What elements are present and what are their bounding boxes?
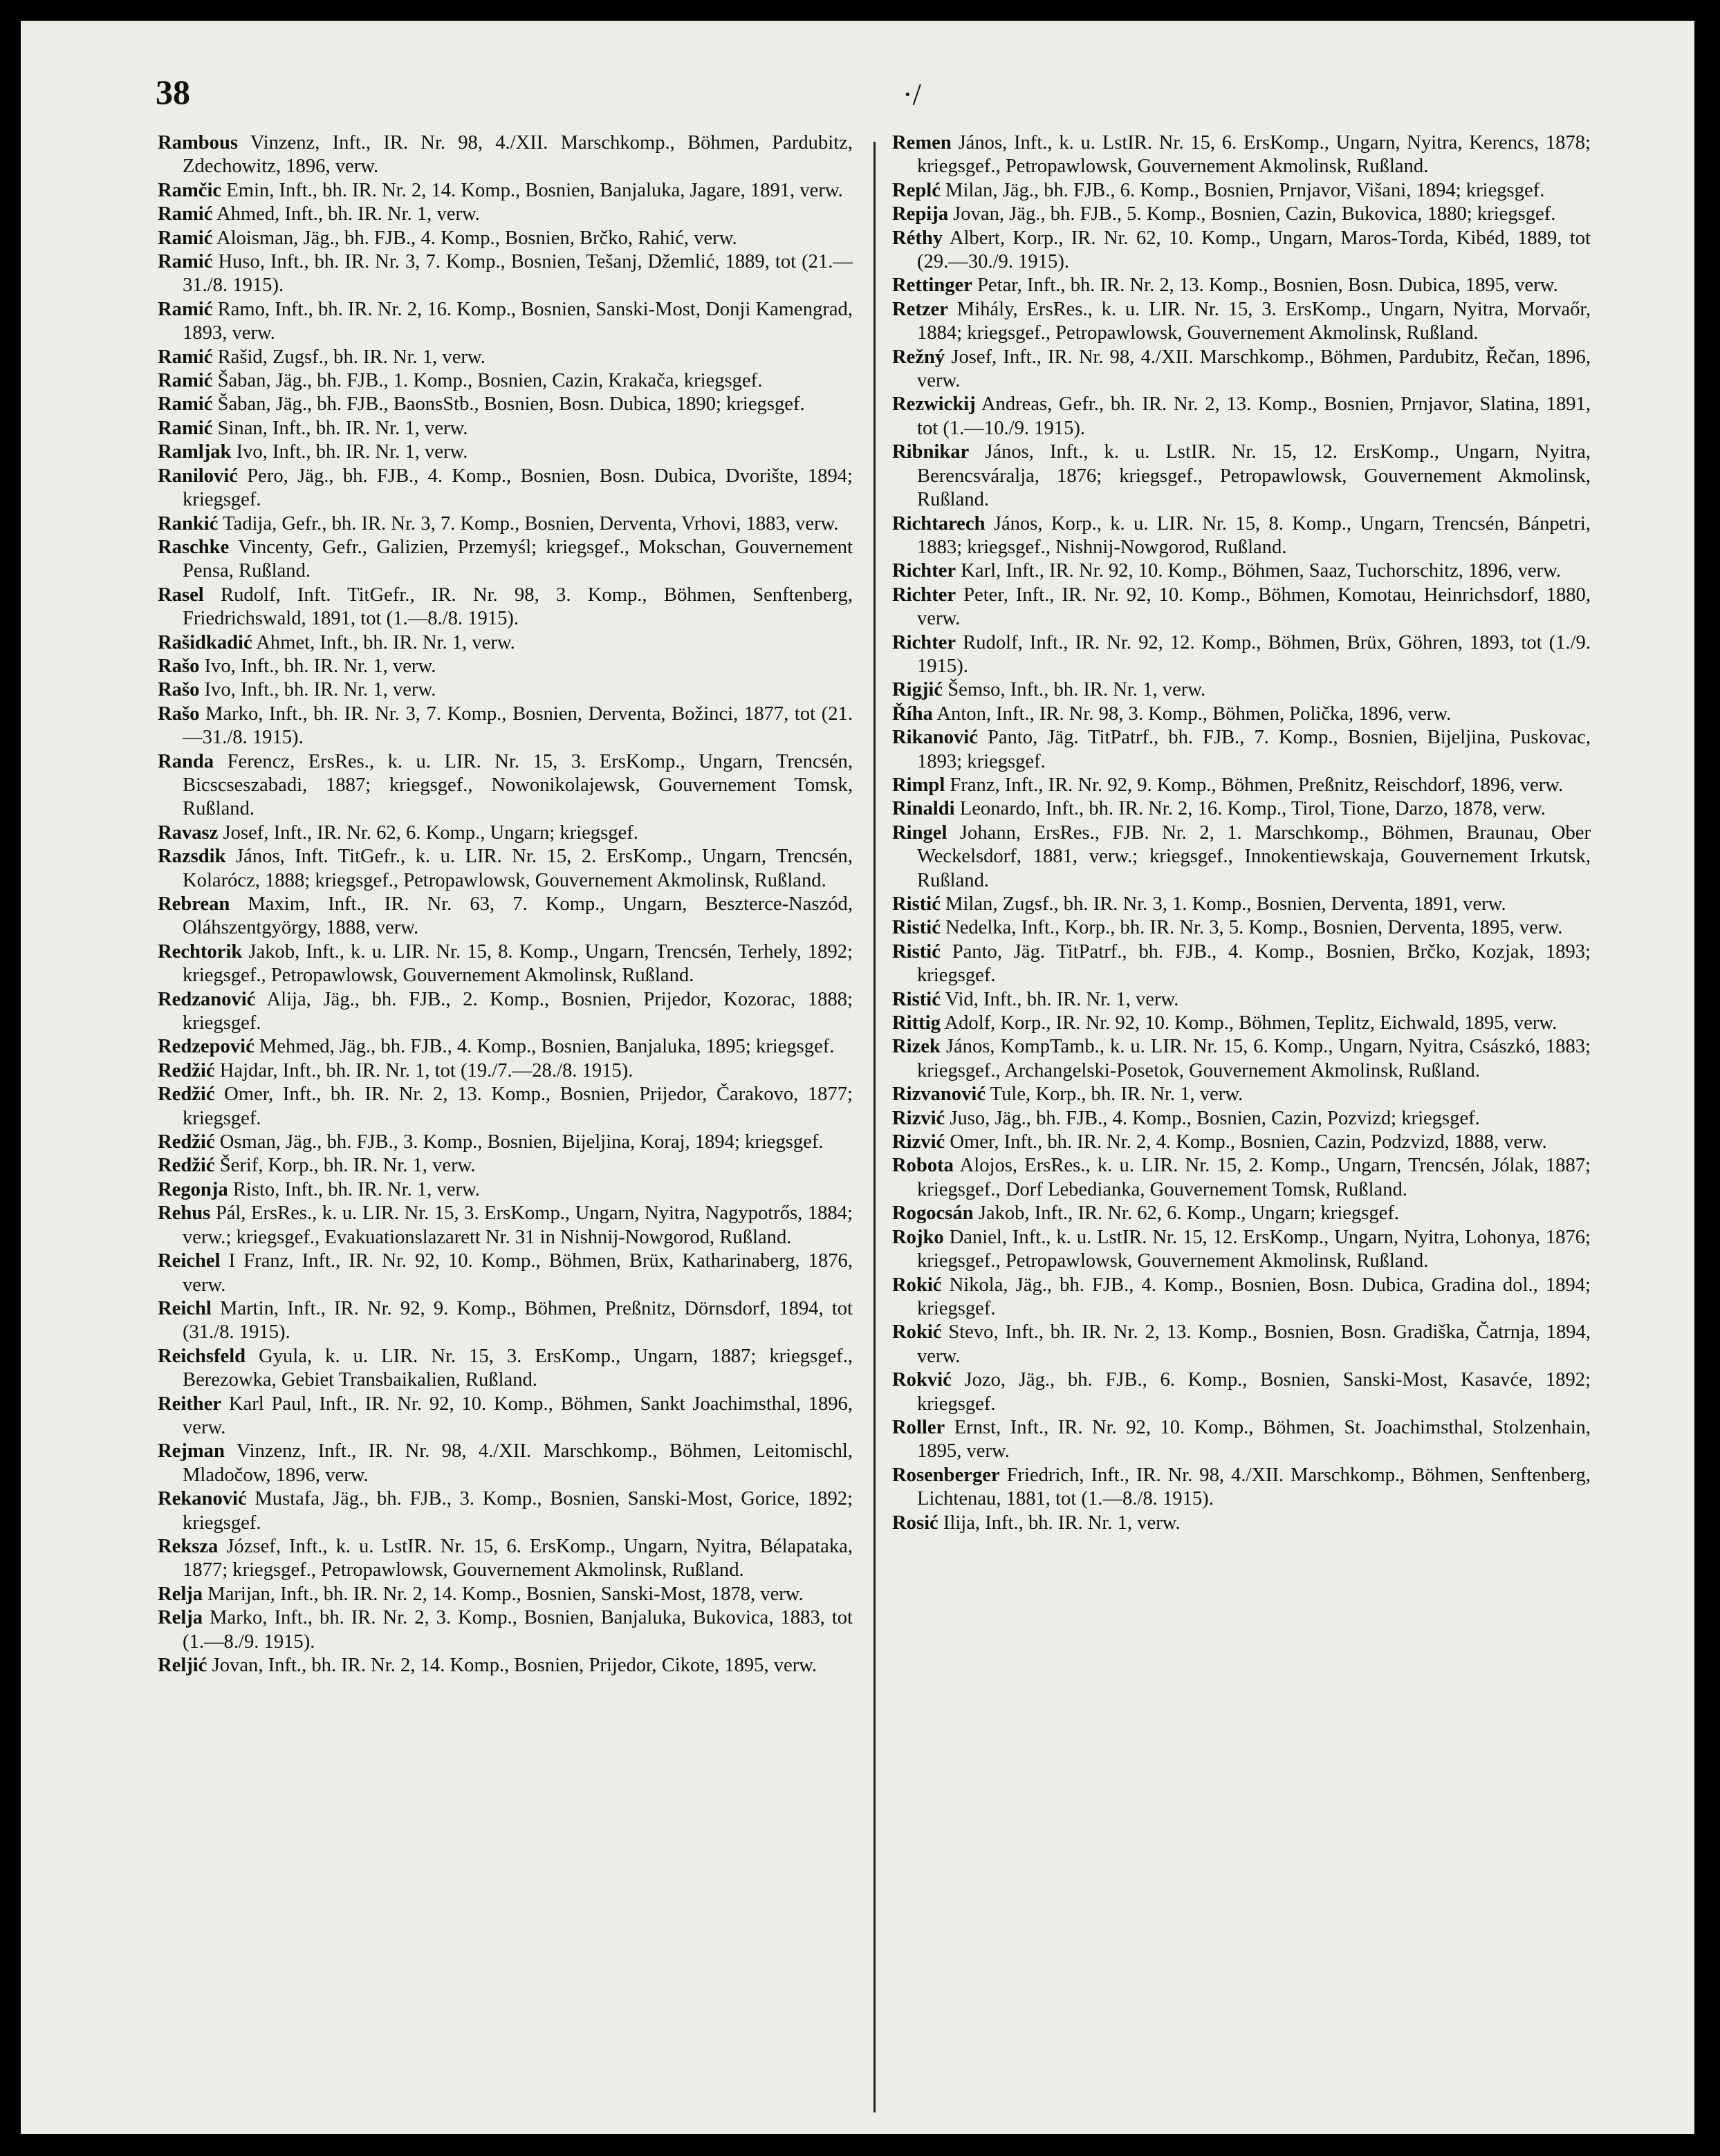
entry-details: Pál, ErsRes., k. u. LIR. Nr. 15, 3. ErsKomp., Ungarn, Nyitra, Nagypotrős, 1884; verw.; kriegsgef., Evakuationslazarett Nr. 31 in Nishnij-Nowgorod, Rußland. <box>183 1202 853 1248</box>
entry-surname: Ranilović <box>158 465 238 487</box>
entry-surname: Rettinger <box>892 275 972 297</box>
entry-surname: Ramić <box>158 393 213 416</box>
entry-details: Alojos, ErsRes., k. u. LIR. Nr. 15, 2. Komp., Ungarn, Trencsén, Jólak, 1887; kriegsgef., Dorf Lebedianka, Gouvernement Tomsk, Rußland. <box>917 1155 1591 1200</box>
entry-surname: Rechtorik <box>158 940 243 963</box>
entry-surname: Reichel <box>158 1250 221 1272</box>
entry-details: Josef, Inft., IR. Nr. 62, 6. Komp., Ungarn; kriegsgef. <box>223 821 638 844</box>
casualty-entry <box>892 703 1591 726</box>
entry-surname: Ristić <box>892 988 941 1010</box>
casualty-entry <box>892 203 1591 226</box>
casualty-entry <box>892 440 1591 512</box>
entry-details: Jovan, Jäg., bh. FJB., 5. Komp., Bosnien, Cazin, Bukovica, 1880; kriegsgef. <box>953 203 1556 225</box>
casualty-entry <box>158 655 853 678</box>
casualty-entry <box>158 703 853 750</box>
entry-details: János, KompTamb., k. u. LIR. Nr. 15, 6. Komp., Ungarn, Nyitra, Császkó, 1883; kriegsgef., Archangelski-Posetok, Gouvernement Akmolinsk, Rußland. <box>917 1036 1591 1081</box>
entry-details: Rudolf, Inft., IR. Nr. 92, 12. Komp., Böhmen, Brüx, Göhren, 1893, tot (1./9. 1915). <box>917 631 1591 677</box>
entry-details: Petar, Inft., bh. IR. Nr. 2, 13. Komp., Bosnien, Bosn. Dubica, 1895, verw. <box>977 275 1558 297</box>
entry-surname: Rejman <box>158 1440 225 1462</box>
entry-surname: Reksza <box>158 1535 219 1557</box>
entry-surname: Rizvanović <box>892 1084 986 1106</box>
entry-surname: Ristić <box>892 893 941 915</box>
entry-surname: Regonja <box>158 1178 228 1200</box>
entry-surname: Rittig <box>892 1012 941 1034</box>
entry-surname: Rosenberger <box>892 1464 1000 1486</box>
casualty-entry <box>892 1083 1591 1106</box>
entry-details: Rašid, Zugsf., bh. IR. Nr. 1, verw. <box>217 346 486 368</box>
casualty-entry <box>158 131 853 179</box>
entry-surname: Režný <box>892 346 945 368</box>
entry-surname: Ramić <box>158 227 213 249</box>
casualty-entry <box>892 1035 1591 1083</box>
entry-details: Juso, Jäg., bh. FJB., 4. Komp., Bosnien, Cazin, Pozvizd; kriegsgef. <box>950 1107 1480 1129</box>
entry-surname: Richter <box>892 631 956 653</box>
entry-details: Sinan, Inft., bh. IR. Nr. 1, verw. <box>217 417 468 439</box>
casualty-entry <box>158 1440 853 1487</box>
casualty-entry <box>892 1107 1591 1131</box>
entry-details: Šemso, Inft., bh. IR. Nr. 1, verw. <box>947 679 1206 701</box>
casualty-entry <box>158 1487 853 1535</box>
entry-surname: Rogocsán <box>892 1202 974 1225</box>
casualty-entry <box>892 227 1591 275</box>
casualty-entry <box>158 536 853 584</box>
entry-surname: Ribnikar <box>892 441 970 463</box>
entry-details: Milan, Jäg., bh. FJB., 6. Komp., Bosnien, Prnjavor, Višani, 1894; kriegsgef. <box>945 179 1545 201</box>
entry-surname: Rašo <box>158 655 200 677</box>
casualty-entry <box>892 559 1591 583</box>
entry-surname: Relja <box>158 1583 203 1605</box>
entry-details: Maxim, Inft., IR. Nr. 63, 7. Komp., Ungarn, Beszterce-Naszód, Oláhszentgyörgy, 1888, verw. <box>183 893 853 939</box>
entry-details: Stevo, Inft., bh. IR. Nr. 2, 13. Komp., Bosnien, Bosn. Gradiška, Čatrnja, 1894, verw. <box>917 1321 1591 1367</box>
casualty-entry <box>892 916 1591 940</box>
casualty-entry <box>892 726 1591 774</box>
entry-surname: Repija <box>892 203 949 225</box>
entry-details: Osman, Jäg., bh. FJB., 3. Komp., Bosnien, Bijeljina, Koraj, 1894; kriegsgef. <box>219 1131 824 1153</box>
entry-details: Alija, Jäg., bh. FJB., 2. Komp., Bosnien, Prijedor, Kozorac, 1888; kriegsgef. <box>183 988 853 1034</box>
entry-details: Pero, Jäg., bh. FJB., 4. Komp., Bosnien, Bosn. Dubica, Dvorište, 1894; kriegsgef. <box>183 465 853 511</box>
entry-details: Marko, Inft., bh. IR. Nr. 2, 3. Komp., Bosnien, Banjaluka, Bukovica, 1883, tot (1.—8./9. 1915). <box>183 1607 853 1653</box>
casualty-entry <box>158 369 853 393</box>
casualty-entry <box>158 227 853 250</box>
casualty-entry <box>158 1178 853 1202</box>
entry-surname: Rankić <box>158 512 219 535</box>
casualty-entry <box>892 346 1591 393</box>
casualty-entry <box>158 845 853 893</box>
entry-surname: Roller <box>892 1416 945 1438</box>
casualty-entry <box>158 1654 853 1678</box>
entry-details: Mihály, ErsRes., k. u. LIR. Nr. 15, 3. ErsKomp., Ungarn, Nyitra, Morvaőr, 1884; kriegsgef., Petropawlowsk, Gouvernement Akmolinsk, Rußland. <box>917 298 1591 344</box>
entry-surname: Redžić <box>158 1059 215 1081</box>
entry-surname: Richtarech <box>892 512 986 535</box>
entry-surname: Rokvić <box>892 1369 952 1391</box>
entry-surname: Relja <box>158 1607 203 1629</box>
entry-surname: Redžić <box>158 1084 215 1106</box>
entry-surname: Randa <box>158 750 214 772</box>
entry-surname: Rekanović <box>158 1488 247 1510</box>
entry-details: Jovan, Inft., bh. IR. Nr. 2, 14. Komp., Bosnien, Prijedor, Cikote, 1895, verw. <box>212 1655 817 1676</box>
entry-details: Marijan, Inft., bh. IR. Nr. 2, 14. Komp., Bosnien, Sanski-Most, 1878, verw. <box>207 1583 804 1605</box>
entry-surname: Reither <box>158 1393 222 1415</box>
casualty-entry <box>158 417 853 440</box>
casualty-entry <box>158 298 853 346</box>
entry-details: Vincenty, Gefr., Galizien, Przemyśl; kriegsgef., Mokschan, Gouvernement Pensa, Rußland. <box>183 536 853 582</box>
casualty-entry <box>892 940 1591 988</box>
entry-details: Ivo, Inft., bh. IR. Nr. 1, verw. <box>236 441 468 463</box>
entry-details: Johann, ErsRes., FJB. Nr. 2, 1. Marschkomp., Böhmen, Braunau, Ober Weckelsdorf, 1881, verw.; kriegsgef., Innokentiewskaja, Gouvernement Irkutsk, Rußland. <box>917 821 1591 891</box>
entry-surname: Rokić <box>892 1321 942 1344</box>
casualty-entry <box>158 750 853 821</box>
casualty-entry <box>892 274 1591 297</box>
casualty-entry <box>892 179 1591 203</box>
casualty-entry <box>892 1012 1591 1035</box>
entry-surname: Rosić <box>892 1512 938 1534</box>
entry-details: Josef, Inft., IR. Nr. 98, 4./XII. Marschkomp., Böhmen, Pardubitz, Řečan, 1896, verw. <box>917 346 1591 392</box>
entry-surname: Redzanović <box>158 988 256 1010</box>
entry-surname: Redžić <box>158 1131 215 1153</box>
entry-details: Ahmet, Inft., bh. IR. Nr. 1, verw. <box>256 631 515 653</box>
casualty-entry <box>158 1131 853 1154</box>
casualty-entry <box>158 1035 853 1059</box>
entry-details: Vinzenz, Inft., IR. Nr. 98, 4./XII. Marschkomp., Böhmen, Leitomischl, Mladočow, 1896, verw. <box>183 1440 853 1486</box>
casualty-entry <box>892 631 1591 679</box>
entry-details: Šerif, Korp., bh. IR. Nr. 1, verw. <box>219 1155 476 1177</box>
entry-surname: Rašidkadić <box>158 631 252 653</box>
entry-details: Mustafa, Jäg., bh. FJB., 3. Komp., Bosnien, Sanski-Most, Gorice, 1892; kriegsgef. <box>183 1488 853 1534</box>
casualty-entry <box>892 1368 1591 1416</box>
entry-details: Karl Paul, Inft., IR. Nr. 92, 10. Komp., Böhmen, Sankt Joachimsthal, 1896, verw. <box>183 1393 853 1438</box>
casualty-entry <box>892 988 1591 1012</box>
entry-surname: Ringel <box>892 821 947 844</box>
entry-surname: Razsdik <box>158 846 226 868</box>
casualty-entry <box>158 988 853 1036</box>
entry-details: Jakob, Inft., IR. Nr. 62, 6. Komp., Ungarn; kriegsgef. <box>978 1202 1400 1225</box>
entry-details: Leonardo, Inft., bh. IR. Nr. 2, 16. Komp., Tirol, Tione, Darzo, 1878, verw. <box>959 798 1546 820</box>
casualty-entry <box>158 1059 853 1083</box>
entry-surname: Ristić <box>892 917 941 939</box>
casualty-entry <box>892 393 1591 440</box>
entry-details: Vinzenz, Inft., IR. Nr. 98, 4./XII. Marschkomp., Böhmen, Pardubitz, Zdechowitz, 1896, verw. <box>183 132 853 178</box>
entry-details: Karl, Inft., IR. Nr. 92, 10. Komp., Böhmen, Saaz, Tuchorschitz, 1896, verw. <box>961 560 1562 582</box>
casualty-entry <box>158 346 853 369</box>
entry-surname: Reichsfeld <box>158 1345 246 1367</box>
entry-surname: Ristić <box>892 940 941 963</box>
casualty-entry <box>892 797 1591 821</box>
entry-details: Milan, Zugsf., bh. IR. Nr. 3, 1. Komp., Bosnien, Derventa, 1891, verw. <box>945 893 1506 915</box>
entry-surname: Rasel <box>158 584 204 606</box>
casualty-entry <box>158 393 853 416</box>
casualty-entry <box>892 1202 1591 1225</box>
entry-surname: Rašo <box>158 703 200 725</box>
entry-surname: Říha <box>892 703 933 725</box>
entry-surname: Rikanović <box>892 727 978 749</box>
entry-details: Friedrich, Inft., IR. Nr. 98, 4./XII. Marschkomp., Böhmen, Senftenberg, Lichtenau, 1881, tot (1.—8./8. 1915). <box>917 1464 1591 1510</box>
entry-details: Omer, Inft., bh. IR. Nr. 2, 13. Komp., Bosnien, Prijedor, Čarakovo, 1877; kriegsgef. <box>183 1084 853 1129</box>
entry-surname: Reichl <box>158 1297 212 1319</box>
entry-surname: Reljić <box>158 1655 207 1676</box>
casualty-entry <box>892 678 1591 702</box>
page-number: 38 <box>156 73 190 111</box>
entry-details: Risto, Inft., bh. IR. Nr. 1, verw. <box>232 1178 480 1200</box>
entry-surname: Rojko <box>892 1226 944 1248</box>
casualty-entry <box>892 1416 1591 1464</box>
entry-details: Jakob, Inft., k. u. LIR. Nr. 15, 8. Komp., Ungarn, Trencsén, Terhely, 1892; kriegsgef., Petropawlowsk, Gouvernement Akmolinsk, Rußland. <box>183 940 853 987</box>
entry-surname: Ravasz <box>158 821 219 844</box>
casualty-entry <box>158 1606 853 1654</box>
entry-surname: Replć <box>892 179 941 201</box>
casualty-entry <box>158 584 853 631</box>
casualty-entry <box>892 1512 1591 1535</box>
casualty-entry <box>158 1202 853 1249</box>
entry-details: Ilija, Inft., bh. IR. Nr. 1, verw. <box>943 1512 1181 1534</box>
entry-details: Vid, Inft., bh. IR. Nr. 1, verw. <box>945 988 1179 1010</box>
entry-details: Mehmed, Jäg., bh. FJB., 4. Komp., Bosnien, Banjaluka, 1895; kriegsgef. <box>259 1036 835 1058</box>
entry-surname: Ramčic <box>158 179 222 201</box>
casualty-entry <box>158 893 853 940</box>
casualty-entry <box>158 179 853 203</box>
entry-surname: Rigjić <box>892 679 943 701</box>
entry-details: János, Inft. TitGefr., k. u. LIR. Nr. 15, 2. ErsKomp., Ungarn, Trencsén, Kolarócz, 1888; kriegsgef., Petropawlowsk, Gouvernement Akmolinsk, Rußland. <box>183 846 853 891</box>
casualty-entry <box>892 584 1591 631</box>
casualty-entry <box>892 512 1591 560</box>
entry-details: Gyula, k. u. LIR. Nr. 15, 3. ErsKomp., Ungarn, 1887; kriegsgef., Berezowka, Gebiet Transbaikalien, Rußland. <box>183 1345 853 1391</box>
casualty-entry <box>158 203 853 226</box>
entry-surname: Ramić <box>158 203 213 225</box>
entry-surname: Redžić <box>158 1155 215 1177</box>
casualty-entry <box>158 250 853 298</box>
casualty-entry <box>158 631 853 655</box>
entry-surname: Raschke <box>158 536 230 558</box>
entry-surname: Rebrean <box>158 893 230 915</box>
entry-surname: Robota <box>892 1155 954 1177</box>
entry-surname: Rinaldi <box>892 798 955 820</box>
entry-details: Andreas, Gefr., bh. IR. Nr. 2, 13. Komp., Bosnien, Prnjavor, Slatina, 1891, tot (1.—10./9. 1915). <box>917 393 1591 439</box>
entry-details: Rudolf, Inft. TitGefr., IR. Nr. 98, 3. Komp., Böhmen, Senftenberg, Friedrichswald, 1891, tot (1.—8./8. 1915). <box>183 584 853 630</box>
entry-details: József, Inft., k. u. LstIR. Nr. 15, 6. ErsKomp., Ungarn, Nyitra, Bélapataka, 1877; kriegsgef., Petropawlowsk, Gouvernement Akmolinsk, Rußland. <box>183 1535 853 1581</box>
entry-surname: Rizvić <box>892 1131 945 1153</box>
casualty-entry <box>892 821 1591 893</box>
entry-details: Martin, Inft., IR. Nr. 92, 9. Komp., Böhmen, Preßnitz, Dörnsdorf, 1894, tot (31./8. 1915). <box>183 1297 853 1344</box>
entry-details: János, Inft., k. u. LstIR. Nr. 15, 12. ErsKomp., Ungarn, Nyitra, Berencsváralja, 1876; kriegsgef., Petropawlowsk, Gouvernement Akmolinsk, Rußland. <box>917 441 1591 511</box>
casualty-entry <box>892 774 1591 797</box>
entry-surname: Rehus <box>158 1202 211 1225</box>
entry-surname: Réthy <box>892 227 943 249</box>
entry-surname: Rambous <box>158 132 238 154</box>
entry-details: Tule, Korp., bh. IR. Nr. 1, verw. <box>990 1084 1243 1106</box>
casualty-entry <box>158 465 853 512</box>
entry-details: Šaban, Jäg., bh. FJB., BaonsStb., Bosnien, Bosn. Dubica, 1890; kriegsgef. <box>217 393 805 416</box>
entry-details: Huso, Inft., bh. IR. Nr. 3, 7. Komp., Bosnien, Tešanj, Džemlić, 1889, tot (21.—31./8. 1915). <box>183 251 853 297</box>
entry-surname: Remen <box>892 132 952 154</box>
book-page <box>21 21 1694 2134</box>
casualty-entry <box>158 1583 853 1606</box>
casualty-entry <box>158 1083 853 1131</box>
entry-surname: Rizvić <box>892 1107 945 1129</box>
entry-details: Franz, Inft., IR. Nr. 92, 9. Komp., Böhmen, Preßnitz, Reischdorf, 1896, verw. <box>950 774 1564 796</box>
casualty-entry <box>892 1131 1591 1154</box>
entry-details: I Franz, Inft., IR. Nr. 92, 10. Komp., Böhmen, Brüx, Katharinaberg, 1876, verw. <box>183 1250 853 1296</box>
header-mark: ·/ <box>903 77 921 111</box>
entry-details: Ivo, Inft., bh. IR. Nr. 1, verw. <box>204 655 436 677</box>
entry-details: Ahmed, Inft., bh. IR. Nr. 1, verw. <box>216 203 480 225</box>
casualty-entry <box>158 512 853 536</box>
entry-surname: Rimpl <box>892 774 945 796</box>
entry-surname: Redzepović <box>158 1036 255 1058</box>
entry-surname: Ramić <box>158 417 213 439</box>
casualty-entry <box>158 1535 853 1583</box>
entry-details: Peter, Inft., IR. Nr. 92, 10. Komp., Böhmen, Komotau, Heinrichsdorf, 1880, verw. <box>917 584 1591 630</box>
entry-surname: Richter <box>892 584 956 606</box>
entry-surname: Ramić <box>158 346 213 368</box>
casualty-entry <box>158 1345 853 1393</box>
casualty-entry <box>158 1393 853 1440</box>
entry-details: Ramo, Inft., bh. IR. Nr. 2, 16. Komp., Bosnien, Sanski-Most, Donji Kamengrad, 1893, verw. <box>183 298 853 344</box>
casualty-entry <box>892 1226 1591 1274</box>
entry-details: Nedelka, Inft., Korp., bh. IR. Nr. 3, 5. Komp., Bosnien, Derventa, 1895, verw. <box>945 917 1563 939</box>
casualty-entry <box>892 298 1591 346</box>
entry-details: Anton, Inft., IR. Nr. 98, 3. Komp., Böhmen, Polička, 1896, verw. <box>936 703 1452 725</box>
entry-details: Albert, Korp., IR. Nr. 62, 10. Komp., Ungarn, Maros-Torda, Kibéd, 1889, tot (29.—30./9. 1915). <box>917 227 1591 273</box>
casualty-entry <box>158 1154 853 1178</box>
entry-details: Ivo, Inft., bh. IR. Nr. 1, verw. <box>204 679 436 701</box>
casualty-entry <box>158 440 853 464</box>
casualty-entry <box>158 1297 853 1345</box>
entry-details: Tadija, Gefr., bh. IR. Nr. 3, 7. Komp., Bosnien, Derventa, Vrhovi, 1883, verw. <box>223 512 839 535</box>
entry-surname: Rokić <box>892 1274 942 1296</box>
entry-details: Hajdar, Inft., bh. IR. Nr. 1, tot (19./7.—28./8. 1915). <box>219 1059 634 1081</box>
entry-details: Panto, Jäg. TitPatrf., bh. FJB., 4. Komp., Bosnien, Brčko, Kozjak, 1893; kriegsgef. <box>917 940 1591 987</box>
entry-details: Marko, Inft., bh. IR. Nr. 3, 7. Komp., Bosnien, Derventa, Božinci, 1877, tot (21.—31./8. 1915). <box>183 703 853 749</box>
entry-surname: Richter <box>892 560 956 582</box>
entry-details: Ferencz, ErsRes., k. u. LIR. Nr. 15, 3. ErsKomp., Ungarn, Trencsén, Bicscseszabadi, 1887; kriegsgef., Nowonikolajewsk, Gouvernement Tomsk, Rußland. <box>183 750 853 820</box>
casualty-entry <box>892 1154 1591 1202</box>
entry-surname: Rašo <box>158 679 200 701</box>
casualty-entry <box>158 940 853 988</box>
casualty-entry <box>158 678 853 702</box>
entry-details: János, Inft., k. u. LstIR. Nr. 15, 6. ErsKomp., Ungarn, Nyitra, Kerencs, 1878; kriegsgef., Petropawlowsk, Gouvernement Akmolinsk, Rußland. <box>917 132 1591 178</box>
entry-details: Adolf, Korp., IR. Nr. 92, 10. Komp., Böhmen, Teplitz, Eichwald, 1895, verw. <box>944 1012 1557 1034</box>
entry-surname: Rezwickij <box>892 393 976 416</box>
entry-surname: Rizek <box>892 1036 941 1058</box>
entry-surname: Ramljak <box>158 441 232 463</box>
entry-details: Šaban, Jäg., bh. FJB., 1. Komp., Bosnien, Cazin, Krakača, kriegsgef. <box>217 370 763 392</box>
casualty-entry <box>158 821 853 845</box>
casualty-entry <box>892 131 1591 179</box>
entry-surname: Ramić <box>158 370 213 392</box>
casualty-entry <box>892 1274 1591 1321</box>
entry-details: Omer, Inft., bh. IR. Nr. 2, 4. Komp., Bosnien, Cazin, Podzvizd, 1888, verw. <box>950 1131 1547 1153</box>
casualty-entry <box>158 1249 853 1297</box>
casualty-entry <box>892 1464 1591 1512</box>
entry-details: Emin, Inft., bh. IR. Nr. 2, 14. Komp., Bosnien, Banjaluka, Jagare, 1891, verw. <box>226 179 843 201</box>
entry-surname: Ramić <box>158 251 213 273</box>
right-column <box>892 131 1591 1535</box>
casualty-entry <box>892 893 1591 916</box>
entry-surname: Ramić <box>158 298 213 320</box>
casualty-entry <box>892 1321 1591 1368</box>
entry-details: Aloisman, Jäg., bh. FJB., 4. Komp., Bosnien, Brčko, Rahić, verw. <box>216 227 737 249</box>
entry-details: Panto, Jäg. TitPatrf., bh. FJB., 7. Komp., Bosnien, Bijeljina, Puskovac, 1893; kriegsgef. <box>917 727 1591 772</box>
entry-surname: Retzer <box>892 298 948 320</box>
column-divider <box>873 142 876 2112</box>
entry-details: Ernst, Inft., IR. Nr. 92, 10. Komp., Böhmen, St. Joachimsthal, Stolzenhain, 1895, verw. <box>917 1416 1591 1462</box>
entry-details: Daniel, Inft., k. u. LstIR. Nr. 15, 12. ErsKomp., Ungarn, Nyitra, Lohonya, 1876; kriegsgef., Petropawlowsk, Gouvernement Akmolinsk, Rußland. <box>917 1226 1591 1272</box>
entry-details: Nikola, Jäg., bh. FJB., 4. Komp., Bosnien, Bosn. Dubica, Gradina dol., 1894; kriegsgef. <box>917 1274 1591 1319</box>
entry-details: Jozo, Jäg., bh. FJB., 6. Komp., Bosnien, Sanski-Most, Kasavće, 1892; kriegsgef. <box>917 1369 1591 1415</box>
left-column <box>158 131 853 1678</box>
entry-details: János, Korp., k. u. LIR. Nr. 15, 8. Komp., Ungarn, Trencsén, Bánpetri, 1883; kriegsgef., Nishnij-Nowgorod, Rußland. <box>917 512 1591 558</box>
